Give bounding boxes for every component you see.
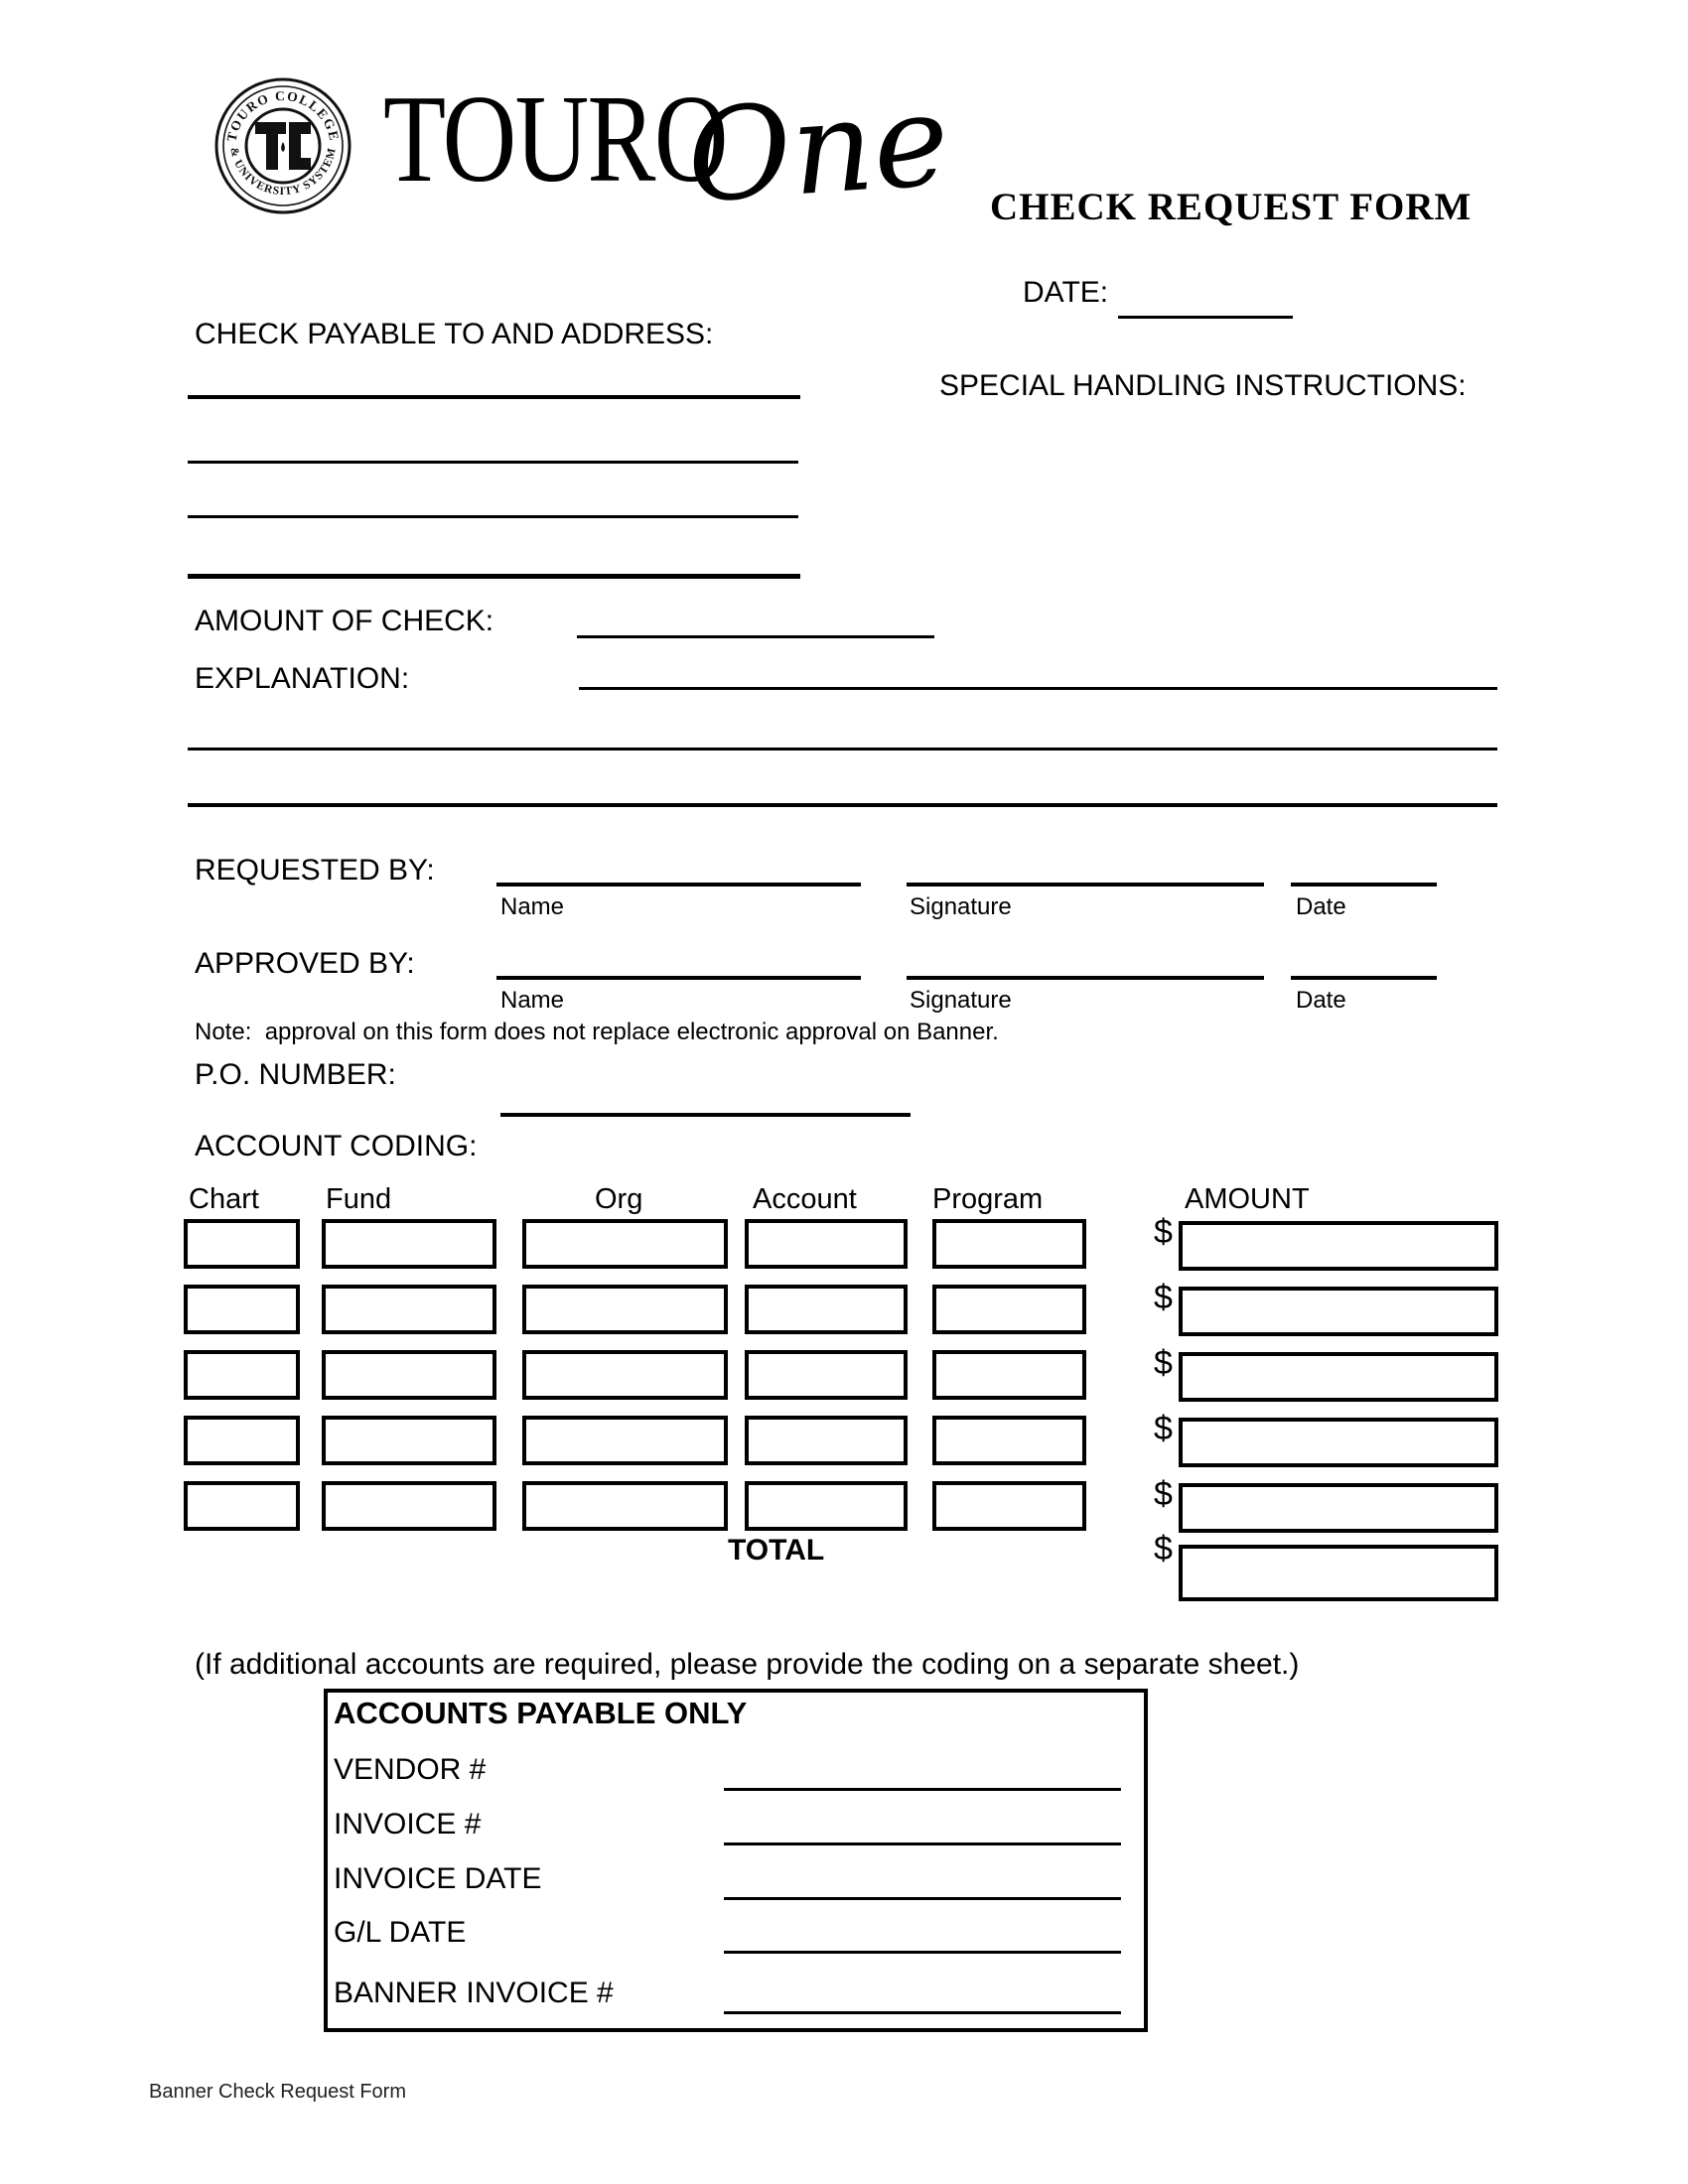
- invoice-date-label: INVOICE DATE: [334, 1862, 542, 1895]
- column-header-fund: Fund: [326, 1183, 392, 1215]
- fund-code-box-row-2[interactable]: [322, 1285, 496, 1334]
- fund-code-box-row-1[interactable]: [322, 1219, 496, 1269]
- approved-signature-sublabel: Signature: [910, 987, 1012, 1014]
- requested-signature-sublabel: Signature: [910, 893, 1012, 920]
- total-currency-symbol: $: [1154, 1530, 1173, 1568]
- gl-date-fill-line[interactable]: [724, 1951, 1121, 1954]
- explanation-line-2[interactable]: [188, 748, 1497, 751]
- account-code-box-row-4[interactable]: [745, 1416, 908, 1465]
- seal-top-text: TOURO COLLEGE: [223, 87, 343, 143]
- requested-by-label: REQUESTED BY:: [195, 854, 435, 887]
- column-header-account: Account: [753, 1183, 857, 1215]
- payable-label: CHECK PAYABLE TO AND ADDRESS:: [195, 318, 714, 350]
- amount-box-row-3[interactable]: [1179, 1352, 1498, 1402]
- banner-invoice-number-fill-line[interactable]: [724, 2011, 1121, 2014]
- chart-code-box-row-4[interactable]: [184, 1416, 300, 1465]
- date-label: DATE:: [1023, 276, 1109, 309]
- wordmark-one-script: One: [682, 66, 954, 232]
- fund-code-box-row-4[interactable]: [322, 1416, 496, 1465]
- org-code-box-row-4[interactable]: [522, 1416, 728, 1465]
- explanation-line-1[interactable]: [579, 687, 1497, 690]
- invoice-number-label: INVOICE #: [334, 1808, 482, 1841]
- requested-name-line[interactable]: [496, 883, 861, 887]
- chart-code-box-row-3[interactable]: [184, 1350, 300, 1400]
- account-code-box-row-1[interactable]: [745, 1219, 908, 1269]
- banner-approval-note: Note: approval on this form does not replace electronic approval on Banner.: [195, 1019, 999, 1045]
- column-header-org: Org: [595, 1183, 643, 1215]
- date-fill-line[interactable]: [1118, 316, 1293, 319]
- column-header-amount: AMOUNT: [1185, 1183, 1310, 1215]
- amount-currency-symbol-row-4: $: [1154, 1410, 1173, 1447]
- banner-invoice-number-label: BANNER INVOICE #: [334, 1977, 614, 2009]
- requested-signature-line[interactable]: [907, 883, 1264, 887]
- account-code-box-row-3[interactable]: [745, 1350, 908, 1400]
- program-code-box-row-3[interactable]: [932, 1350, 1086, 1400]
- fund-code-box-row-5[interactable]: [322, 1481, 496, 1531]
- touro-seal-logo: [211, 73, 355, 218]
- program-code-box-row-1[interactable]: [932, 1219, 1086, 1269]
- payable-line-4[interactable]: [188, 574, 800, 579]
- seal-tc-monogram-icon: [255, 122, 311, 170]
- additional-accounts-note: (If additional accounts are required, please provide the coding on a separate sheet.): [195, 1648, 1300, 1681]
- approved-signature-line[interactable]: [907, 976, 1264, 980]
- accounts-payable-title: ACCOUNTS PAYABLE ONLY: [334, 1696, 748, 1730]
- fund-code-box-row-3[interactable]: [322, 1350, 496, 1400]
- footer-form-name: Banner Check Request Form: [149, 2081, 407, 2103]
- amount-currency-symbol-row-2: $: [1154, 1279, 1173, 1316]
- chart-code-box-row-2[interactable]: [184, 1285, 300, 1334]
- column-header-chart: Chart: [189, 1183, 259, 1215]
- payable-line-1[interactable]: [188, 395, 800, 399]
- program-code-box-row-2[interactable]: [932, 1285, 1086, 1334]
- amount-box-row-5[interactable]: [1179, 1483, 1498, 1533]
- invoice-number-fill-line[interactable]: [724, 1843, 1121, 1845]
- approved-name-sublabel: Name: [500, 987, 565, 1014]
- org-code-box-row-2[interactable]: [522, 1285, 728, 1334]
- approved-date-sublabel: Date: [1296, 987, 1346, 1014]
- amount-box-row-1[interactable]: [1179, 1221, 1498, 1271]
- amount-box-row-4[interactable]: [1179, 1418, 1498, 1467]
- gl-date-label: G/L DATE: [334, 1916, 467, 1949]
- chart-code-box-row-5[interactable]: [184, 1481, 300, 1531]
- total-label: TOTAL: [728, 1534, 825, 1567]
- org-code-box-row-3[interactable]: [522, 1350, 728, 1400]
- account-code-box-row-5[interactable]: [745, 1481, 908, 1531]
- po-number-label: P.O. NUMBER:: [195, 1058, 396, 1091]
- requested-date-sublabel: Date: [1296, 893, 1346, 920]
- chart-code-box-row-1[interactable]: [184, 1219, 300, 1269]
- payable-line-2[interactable]: [188, 461, 798, 464]
- amount-currency-symbol-row-3: $: [1154, 1344, 1173, 1382]
- payable-line-3[interactable]: [188, 515, 798, 518]
- amount-currency-symbol-row-5: $: [1154, 1475, 1173, 1513]
- vendor-number-fill-line[interactable]: [724, 1788, 1121, 1791]
- po-number-fill-line[interactable]: [500, 1113, 911, 1117]
- approved-date-line[interactable]: [1291, 976, 1437, 980]
- amount-of-check-label: AMOUNT OF CHECK:: [195, 605, 494, 637]
- account-code-box-row-2[interactable]: [745, 1285, 908, 1334]
- vendor-number-label: VENDOR #: [334, 1753, 487, 1786]
- program-code-box-row-5[interactable]: [932, 1481, 1086, 1531]
- program-code-box-row-4[interactable]: [932, 1416, 1086, 1465]
- approved-name-line[interactable]: [496, 976, 861, 980]
- requested-date-line[interactable]: [1291, 883, 1437, 887]
- total-amount-box[interactable]: [1179, 1545, 1498, 1601]
- requested-name-sublabel: Name: [500, 893, 565, 920]
- account-coding-label: ACCOUNT CODING:: [195, 1130, 478, 1162]
- org-code-box-row-5[interactable]: [522, 1481, 728, 1531]
- special-handling-label: SPECIAL HANDLING INSTRUCTIONS:: [939, 369, 1467, 402]
- amount-box-row-2[interactable]: [1179, 1287, 1498, 1336]
- approved-by-label: APPROVED BY:: [195, 947, 415, 980]
- column-header-program: Program: [932, 1183, 1044, 1215]
- explanation-line-3[interactable]: [188, 803, 1497, 807]
- form-title: CHECK REQUEST FORM: [990, 186, 1473, 228]
- org-code-box-row-1[interactable]: [522, 1219, 728, 1269]
- explanation-label: EXPLANATION:: [195, 662, 410, 695]
- invoice-date-fill-line[interactable]: [724, 1897, 1121, 1900]
- amount-currency-symbol-row-1: $: [1154, 1213, 1173, 1251]
- wordmark-touro: TOURO: [383, 70, 727, 208]
- seal-bottom-text: & UNIVERSITY SYSTEM: [227, 146, 339, 199]
- amount-fill-line[interactable]: [577, 635, 934, 638]
